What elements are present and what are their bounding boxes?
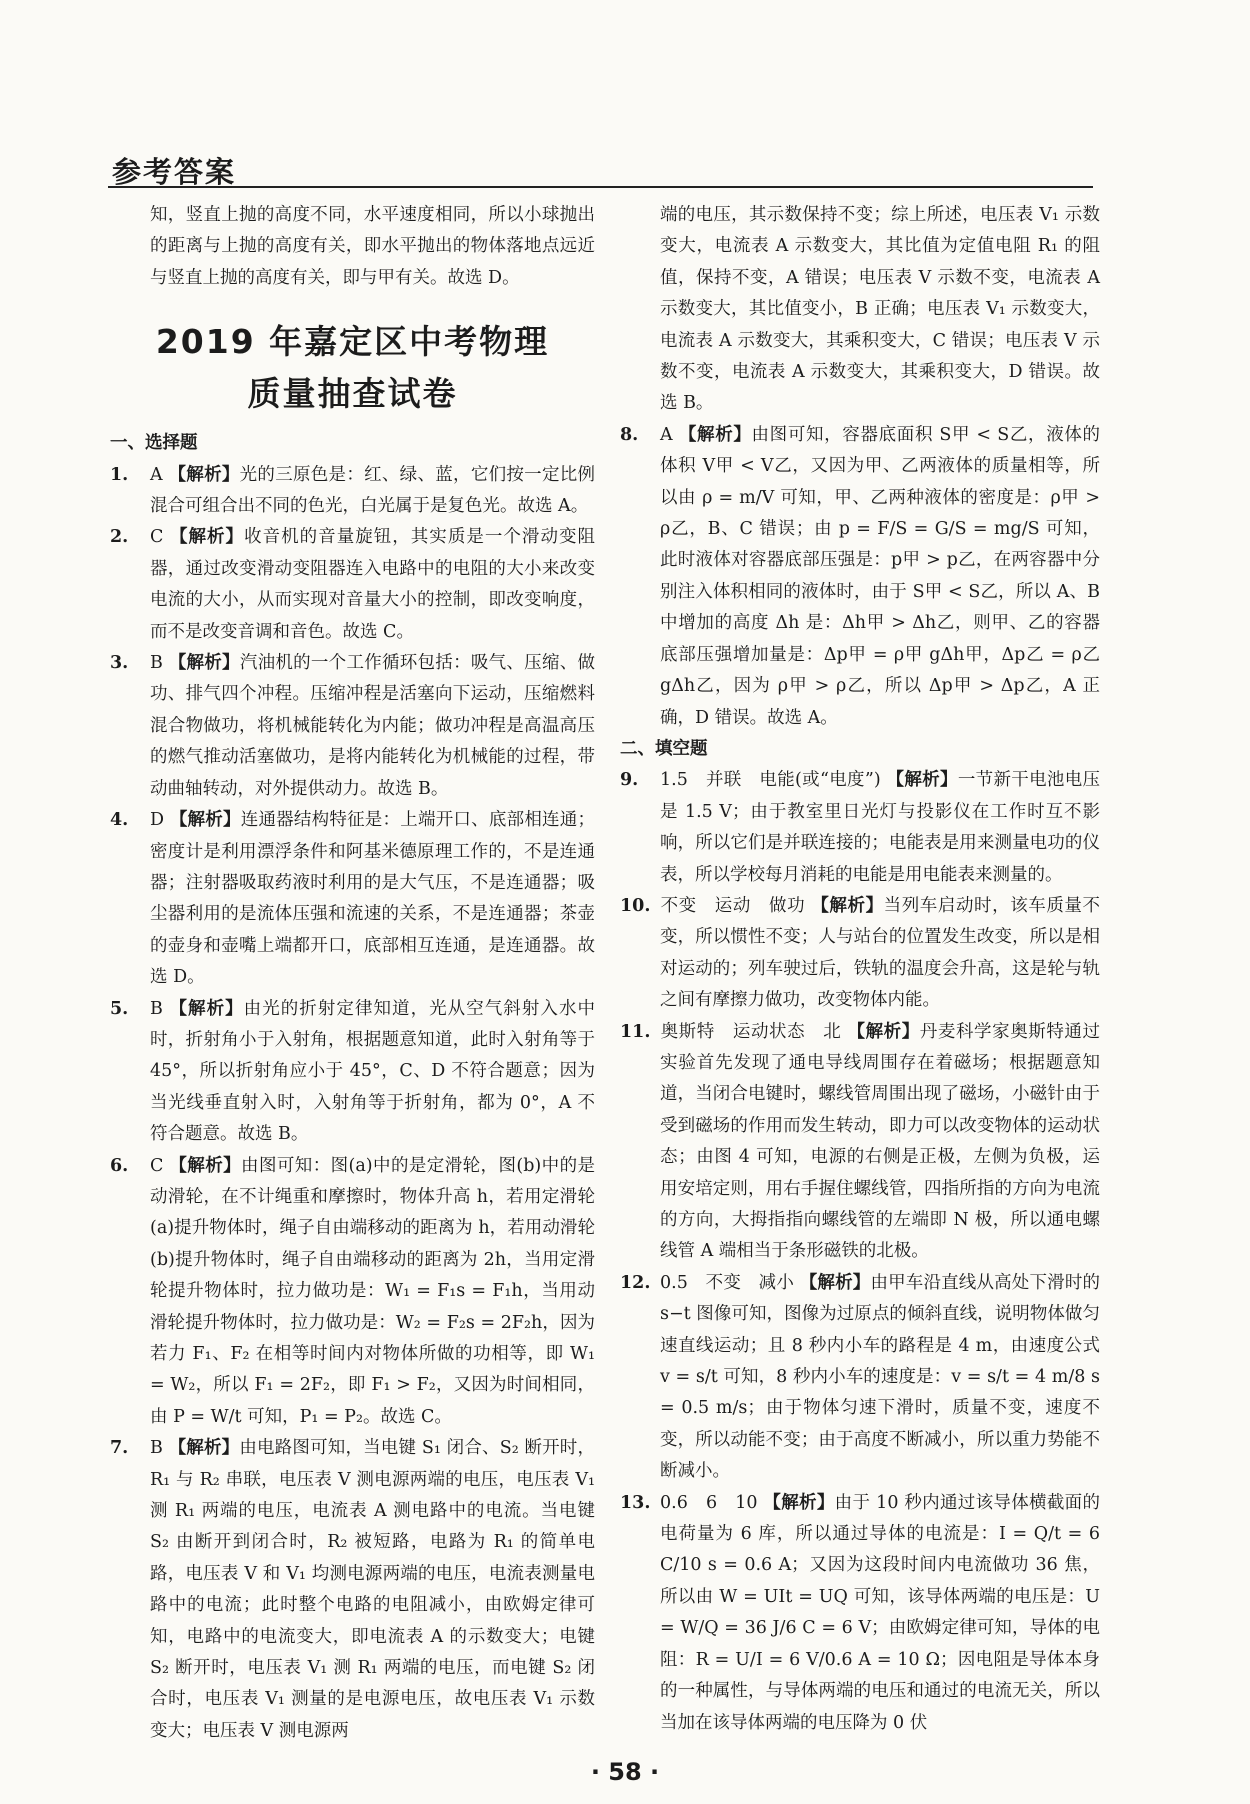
analysis-tag: 【解析】 xyxy=(168,653,240,674)
item-number: 1. xyxy=(110,464,129,485)
item-answer: B xyxy=(150,998,163,1019)
item-number: 12. xyxy=(620,1272,651,1293)
item-number: 8. xyxy=(620,424,639,445)
item-answer: A xyxy=(660,424,673,445)
analysis-text: 由图可知：图(a)中的是定滑轮，图(b)中的是动滑轮，在不计绳重和摩擦时，物体升高 h，若用定滑轮(a)提升物体时，绳子自由端移动的距离为 h，若用动滑轮(b)提升物体时，绳子自由端移动的距离为 2h，当用定滑轮提升物体时，拉力做功是：W₁ = F₁s = F₁h，当用动滑轮提升物体时，拉力做功是：W₂ = F₂s = 2F₂h，因为若力 F₁、F₂ 在相等时间内对物体所做的功相等，即 W₁ = W₂，所以 F₁ = 2F₂，即 F₁ > F₂，又因为时间相同，由 P = W/t 可知，P₁ = P₂。故选 C。 xyxy=(150,1155,595,1427)
section-heading-fill: 二、填空题 xyxy=(620,738,708,759)
item-answer: 奥斯特 运动状态 北 xyxy=(660,1021,842,1042)
analysis-text: 汽油机的一个工作循环包括：吸气、压缩、做功、排气四个冲程。压缩冲程是活塞向下运动，压缩燃料混合物做功，将机械能转化为内能；做功冲程是高温高压的燃气推动活塞做功，是将内能转化为机械能的过程，带动曲轴转动，对外提供动力。故选 B。 xyxy=(150,653,595,799)
answer-item xyxy=(620,420,1100,734)
analysis-tag: 【解析】 xyxy=(886,770,958,791)
choice-answer-list xyxy=(110,460,595,1748)
exam-title xyxy=(110,316,595,420)
analysis-text: 丹麦科学家奥斯特通过实验首先发现了通电导线周围存在着磁场；根据题意知道，当闭合电键时，螺线管周围出现了磁场，小磁针由于受到磁场的作用而发生转动，即力可以改变物体的运动状态；由图 4 可知，电源的右侧是正极，左侧为负极，运用安培定则，用右手握住螺线管，四指所指的方向为电流的方向，大拇指指向螺线管的左端即 N 极，所以通电螺线管 A 端相当于条形磁铁的北极。 xyxy=(660,1021,1101,1262)
analysis-tag: 【解析】 xyxy=(847,1021,920,1042)
item-number: 4. xyxy=(110,810,129,831)
analysis-text: 连通器结构特征是：上端开口、底部相连通；密度计是利用漂浮条件和阿基米德原理工作的，不是连通器；注射器吸取药液时利用的是大气压，不是连通器；吸尘器利用的是流体压强和流速的关系，不是连通器；茶壶的壶身和壶嘴上端都开口，底部相互连通，是连通器。故选 D。 xyxy=(150,810,596,988)
fill-answer-list xyxy=(620,765,1100,1739)
analysis-text: 由光的折射定律知道，光从空气斜射入水中时，折射角小于入射角，根据题意知道，此时入射角等于 45°，所以折射角应小于 45°，C、D 不符合题意；因为当光线垂直射入时，入射角等于折射角，都为 0°，A 不符合题意。故选 B。 xyxy=(150,998,595,1145)
analysis-tag: 【解析】 xyxy=(169,810,241,831)
answer-item xyxy=(110,522,595,648)
choice-answer-list-continued xyxy=(620,420,1100,734)
item-answer: 0.6 6 10 xyxy=(660,1492,758,1513)
item-number: 10. xyxy=(620,895,651,916)
analysis-text: 由甲车沿直线从高处下滑时的 s−t 图像可知，图像为过原点的倾斜直线，说明物体做匀速直线运动；且 8 秒内小车的路程是 4 m，由速度公式 v = s/t 可知，8 秒内小车的速度是：v = s/t = 4 m/8 s = 0.5 m/s；由于物体匀速下滑时，质量不变，速度不变，所以动能不变；由于高度不断减小，所以重力势能不断减小。 xyxy=(660,1272,1100,1482)
analysis-text: 由图可知，容器底面积 S甲 < S乙，液体的体积 V甲 < V乙，又因为甲、乙两液体的质量相等，所以由 ρ = m/V 可知，甲、乙两种液体的密度是：ρ甲 > ρ乙，B、C 错误；由 p = F/S = G/S = mg/S 可知，此时液体对容器底部压强是：p甲 > p乙，在两容器中分别注入体积相同的液体时，由于 S甲 < S乙，所以 A、B 中增加的高度 Δh 是：Δh甲 > Δh乙，则甲、乙的容器底部压强增加量是：Δp甲 = ρ甲 gΔh甲，Δp乙 = ρ乙 gΔh乙，因为 ρ甲 > ρ乙，所以 Δp甲 > Δp乙，A 正确，D 错误。故选 A。 xyxy=(660,424,1101,728)
analysis-tag: 【解析】 xyxy=(169,527,245,548)
analysis-tag: 【解析】 xyxy=(168,1438,240,1459)
analysis-tag: 【解析】 xyxy=(678,424,752,445)
item-answer: 1.5 并联 电能(或“电度”) xyxy=(660,770,881,791)
item-number: 3. xyxy=(110,653,129,674)
right-column xyxy=(620,200,1100,1739)
exam-title-line2: 质量抽查试卷 xyxy=(247,374,458,414)
header-divider xyxy=(108,186,1093,188)
answer-item xyxy=(110,994,595,1151)
item-number: 7. xyxy=(110,1438,129,1459)
answer-item xyxy=(110,1151,595,1434)
intro-text: 知，竖直上抛的高度不同，水平速度相同，所以小球抛出的距离与上抛的高度有关，即水平抛出的物体落地点远近与竖直上抛的高度有关，即与甲有关。故选 D。 xyxy=(150,205,595,288)
analysis-tag: 【解析】 xyxy=(763,1492,835,1513)
answer-item xyxy=(620,1488,1100,1739)
page-number: · 58 · xyxy=(590,1758,660,1786)
analysis-text: 收音机的音量旋钮，其实质是一个滑动变阻器，通过改变滑动变阻器连入电路中的电阻的大小来改变电流的大小，从而实现对音量大小的控制，即改变响度，而不是改变音调和音色。故选 C。 xyxy=(150,527,595,642)
answer-item xyxy=(620,765,1100,891)
item-answer: B xyxy=(150,653,163,674)
analysis-text: 当列车启动时，该车质量不变，所以惯性不变；人与站台的位置发生改变，所以是相对运动的；列车驶过后，铁轨的温度会升高，这是轮与轨之间有摩擦力做功，改变物体内能。 xyxy=(660,895,1101,1011)
item-answer: C xyxy=(150,527,164,548)
answer-item xyxy=(620,1017,1100,1268)
answer-item xyxy=(110,460,595,523)
exam-title-line1: 2019 年嘉定区中考物理 xyxy=(155,322,550,362)
item-number: 2. xyxy=(110,527,129,548)
header-title: 参考答案 xyxy=(112,155,237,189)
item-answer: A xyxy=(150,464,163,485)
answer-item xyxy=(620,1268,1100,1488)
item-number: 6. xyxy=(110,1155,129,1176)
analysis-text: 一节新干电池电压是 1.5 V；由于教室里日光灯与投影仪在工作时互不影响，所以它们是并联连接的；电能表是用来测量电功的仪表，所以学校每月消耗的电能是用电能表来测量的。 xyxy=(660,770,1101,885)
item-number: 9. xyxy=(620,770,639,791)
answer-item xyxy=(110,648,595,805)
item-answer: 0.5 不变 减小 xyxy=(660,1272,795,1293)
item-answer: C xyxy=(150,1155,164,1176)
answer-item xyxy=(110,1433,595,1747)
answer-item xyxy=(110,805,595,993)
item-number: 13. xyxy=(620,1492,651,1513)
section-heading-choice: 一、选择题 xyxy=(110,433,198,454)
analysis-tag: 【解析】 xyxy=(811,895,884,916)
answer-item xyxy=(620,891,1100,1017)
analysis-tag: 【解析】 xyxy=(168,464,240,485)
analysis-tag: 【解析】 xyxy=(169,998,244,1019)
continuation-text: 端的电压，其示数保持不变；综上所述，电压表 V₁ 示数变大，电流表 A 示数变大，其比值为定值电阻 R₁ 的阻值，保持不变，A 错误；电压表 V 示数不变，电流表 A 示数变大，其比值变小，B 正确；电压表 V₁ 示数变大，电流表 A 示数变大，其乘积变大，C 错误；电压表 V 示数不变，电流表 A 示数变大，其乘积变大，D 错误。故选 B。 xyxy=(660,205,1100,414)
left-column xyxy=(110,200,595,1747)
analysis-text: 由电路图可知，当电键 S₁ 闭合、S₂ 断开时，R₁ 与 R₂ 串联，电压表 V 测电源两端的电压，电压表 V₁ 测 R₁ 两端的电压，电流表 A 测电路中的电流。当电键 S₂ 由断开到闭合时，R₂ 被短路，电路为 R₁ 的简单电路，电压表 V 和 V₁ 均测电源两端的电压，电流表测量电路中的电流；此时整个电路的电阻减小，由欧姆定律可知，电路中的电流变大，即电流表 A 的示数变大；电键 S₂ 断开时，电压表 V₁ 测 R₁ 两端的电压，而电键 S₂ 闭合时，电压表 V₁ 测量的是电源电压，故电压表 V₁ 示数变大；电压表 V 测电源两 xyxy=(150,1438,595,1741)
item-answer: B xyxy=(150,1438,163,1459)
analysis-tag: 【解析】 xyxy=(169,1155,242,1176)
analysis-text: 由于 10 秒内通过该导体横截面的电荷量为 6 库，所以通过导体的电流是：I = Q/t = 6 C/10 s = 0.6 A；又因为这段时间内电流做功 36 焦，所以由 W = UIt = UQ 可知，该导体两端的电压是：U = W/Q = 36 J/6 C = 6 V；由欧姆定律可知，导体的电阻：R = U/I = 6 V/0.6 A = 10 Ω；因电阻是导体本身的一种属性，与导体两端的电压和通过的电流无关，所以当加在该导体两端的电压降为 0 伏 xyxy=(660,1492,1100,1733)
item-answer: 不变 运动 做功 xyxy=(660,895,806,916)
analysis-tag: 【解析】 xyxy=(799,1272,871,1293)
item-answer: D xyxy=(150,810,165,831)
analysis-text: 光的三原色是：红、绿、蓝，它们按一定比例混合可组合出不同的色光，白光属于是复色光。故选 A。 xyxy=(150,464,596,517)
item-number: 11. xyxy=(620,1021,651,1042)
item-number: 5. xyxy=(110,998,129,1019)
